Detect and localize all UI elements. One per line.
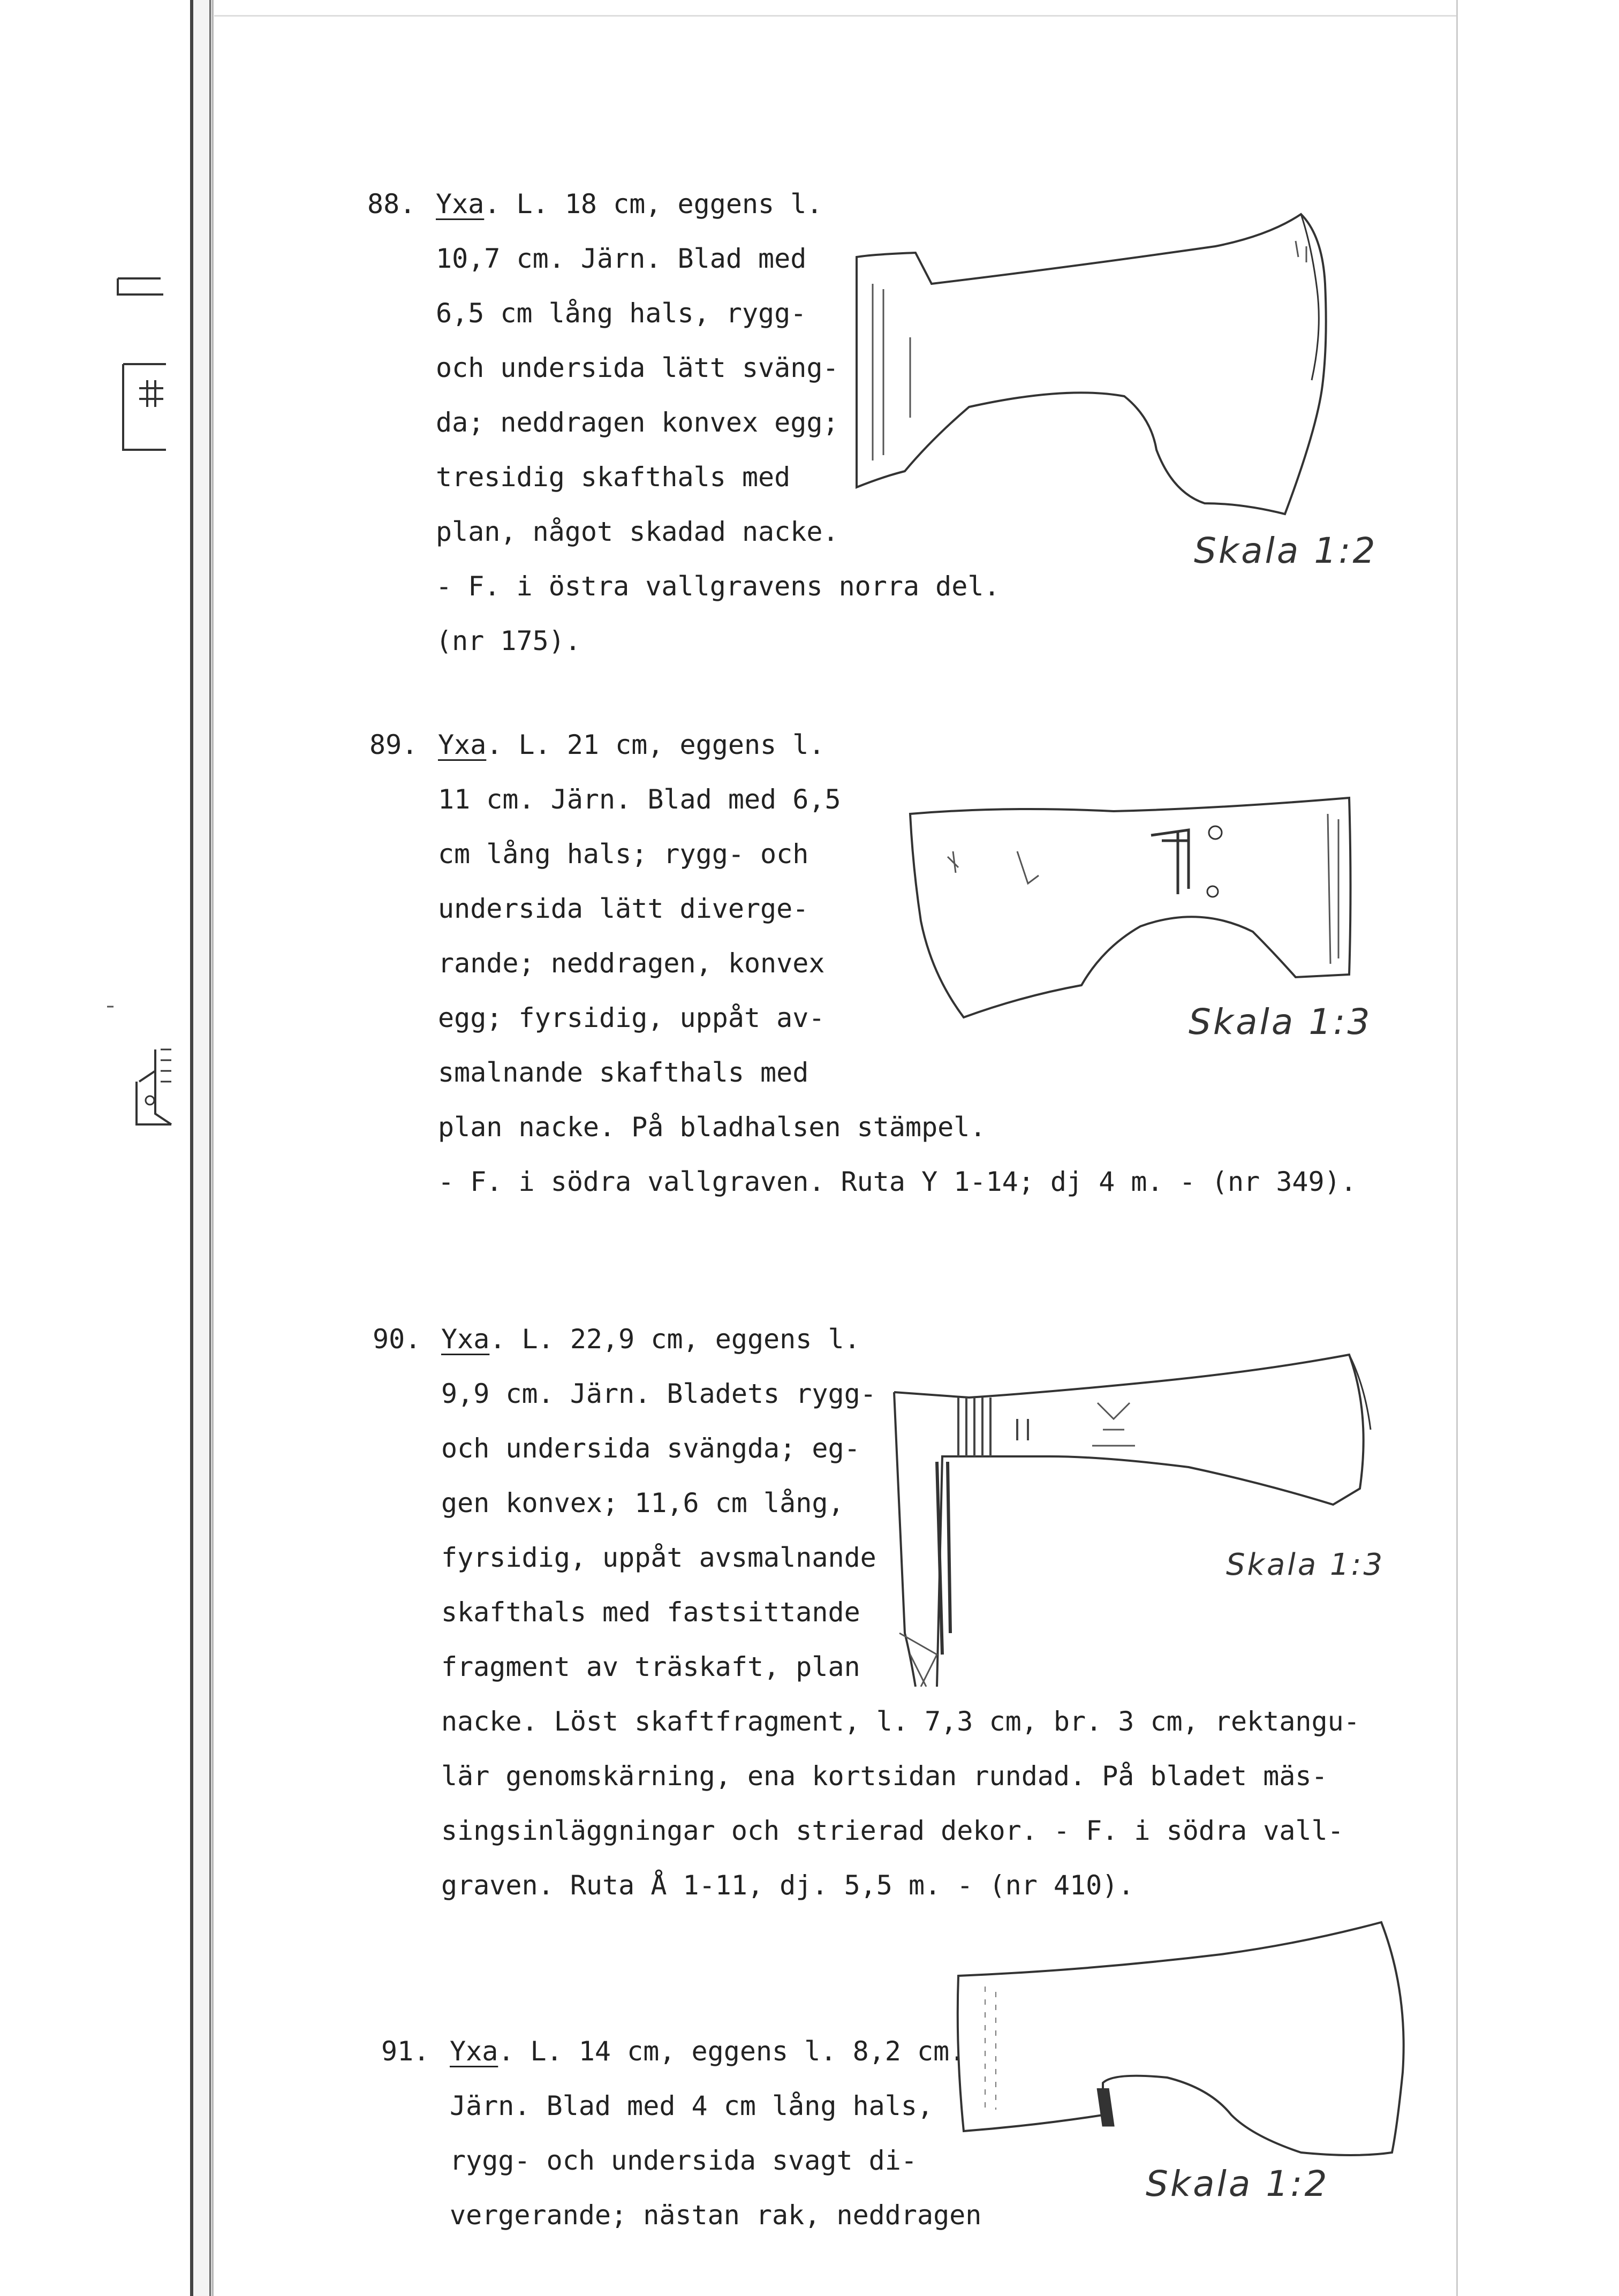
entry-line: skafthals med fastsittande: [441, 1597, 860, 1628]
axe-drawing-icon: [899, 782, 1360, 1033]
entry-first-line: [381, 2024, 981, 2079]
entry-first-line: [369, 718, 1357, 772]
entry-line: - F. i östra vallgravens norra del.: [436, 571, 1000, 602]
entry-line: 11 cm. Järn. Blad med 6,5: [438, 784, 841, 815]
entry-title: Yxa: [438, 729, 487, 760]
entry-line: nacke. Löst skaftfragment, l. 7,3 cm, br. 3 cm, rektangu-: [441, 1706, 1360, 1737]
binding-edge: [190, 0, 211, 2296]
margin-marks-icon: [107, 257, 177, 1167]
axe-drawing-icon: [953, 1912, 1413, 2179]
scale-label: Skala 1:3: [1189, 1001, 1372, 1043]
entry-title: Yxa: [441, 1324, 490, 1355]
entry-line: 10,7 cm. Järn. Blad med: [436, 243, 807, 274]
entry-line: . L. 22,9 cm, eggens l.: [489, 1324, 860, 1355]
page-right-edge: [1456, 0, 1458, 2296]
entry-line: cm lång hals; rygg- och: [438, 839, 809, 870]
scale-label: Skala 1:2: [1194, 530, 1378, 571]
entry-line: tresidig skafthals med: [436, 462, 791, 493]
entry-line: . L. 14 cm, eggens l. 8,2 cm.: [498, 2036, 966, 2067]
entry-line: plan nacke. På bladhalsen stämpel.: [438, 1112, 986, 1143]
entry-line: . L. 18 cm, eggens l.: [484, 188, 823, 220]
entry-line: 6,5 cm lång hals, rygg-: [436, 298, 807, 329]
entry-line: plan, något skadad nacke.: [436, 516, 839, 547]
entry-line: - F. i södra vallgraven. Ruta Y 1-14; dj 4 m. - (nr 349).: [438, 1166, 1357, 1197]
binding-shadow: [211, 0, 214, 2296]
entry-line: vergerande; nästan rak, neddragen: [450, 2200, 982, 2231]
page-top-edge: [214, 15, 1456, 17]
entry-line: rygg- och undersida svagt di-: [450, 2145, 917, 2176]
entry-number: 89.: [369, 729, 418, 760]
entry-line: gen konvex; 11,6 cm lång,: [441, 1487, 844, 1519]
entry-line: lär genomskärning, ena kortsidan rundad. På bladet mäs-: [441, 1761, 1328, 1792]
entry-line: och undersida svängda; eg-: [441, 1433, 860, 1464]
entry-number: 91.: [381, 2036, 430, 2067]
entry-line: . L. 21 cm, eggens l.: [486, 729, 825, 760]
scale-label: Skala 1:2: [1146, 2163, 1329, 2204]
entry-line: 9,9 cm. Järn. Bladets rygg-: [441, 1378, 876, 1409]
entry-line: fragment av träskaft, plan: [441, 1651, 860, 1682]
entry-line: undersida lätt diverge-: [438, 893, 809, 924]
entry-line: singsinläggningar och strierad dekor. - F. i södra vall-: [441, 1815, 1344, 1846]
entry-line: fyrsidig, uppåt avsmalnande: [441, 1542, 876, 1573]
axe-drawing-icon: [889, 1333, 1381, 1687]
entry-line: egg; fyrsidig, uppåt av-: [438, 1002, 825, 1033]
entry-line: smalnande skafthals med: [438, 1057, 809, 1088]
entry-line: graven. Ruta Å 1-11, dj. 5,5 m. - (nr 410).: [441, 1870, 1134, 1901]
entry-line: och undersida lätt sväng-: [436, 352, 839, 383]
entry-number: 90.: [373, 1324, 421, 1355]
axe-drawing-icon: [851, 203, 1435, 535]
catalog-entry-91: [381, 2024, 982, 2242]
entry-line: (nr 175).: [436, 625, 581, 656]
entry-line: da; neddragen konvex egg;: [436, 407, 839, 438]
entry-title: Yxa: [436, 188, 485, 220]
entry-line: rande; neddragen, konvex: [438, 948, 825, 979]
entry-number: 88.: [367, 188, 416, 220]
entry-title: Yxa: [450, 2036, 498, 2067]
scale-label: Skala 1:3: [1226, 1547, 1385, 1582]
entry-line: Järn. Blad med 4 cm lång hals,: [450, 2090, 934, 2121]
